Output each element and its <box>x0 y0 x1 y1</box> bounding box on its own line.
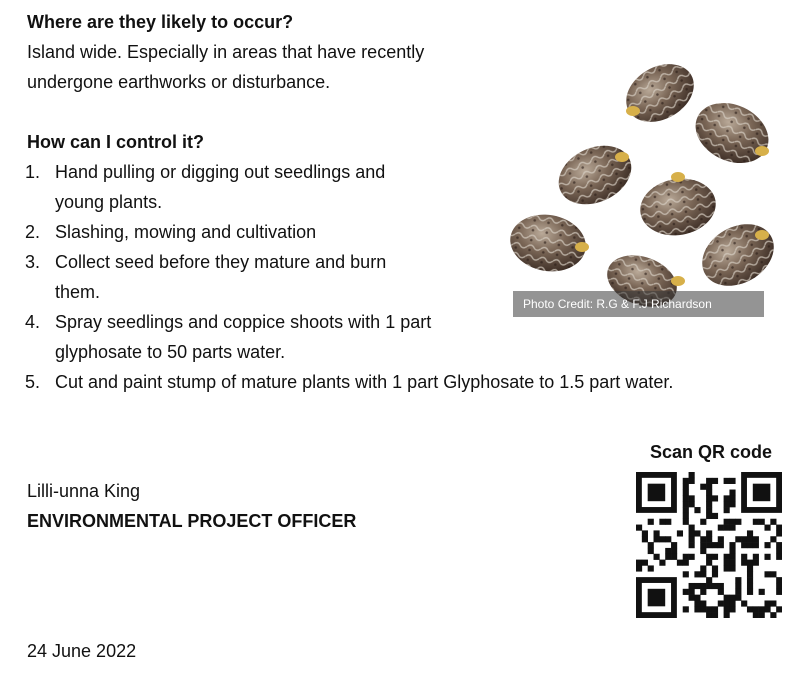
qr-label: Scan QR code <box>649 442 773 462</box>
castor-seeds-image <box>500 45 784 320</box>
list-item-text: glyphosate to 50 parts water. <box>55 342 286 362</box>
list-item-text: young plants. <box>55 192 163 212</box>
seed <box>549 134 641 215</box>
list-item-number: 1. <box>24 162 40 182</box>
seed <box>691 212 784 298</box>
qr-code-icon <box>636 472 782 618</box>
seed <box>686 92 779 175</box>
list-item-number: 4. <box>24 312 40 332</box>
list-item-number: 5. <box>24 372 40 392</box>
seed <box>506 209 591 277</box>
seed <box>636 172 721 241</box>
seed-photo <box>500 45 784 320</box>
list-item <box>0 367 790 397</box>
photo-credit: Photo Credit: R.G & F.J Richardson <box>513 291 764 317</box>
qr-code[interactable] <box>636 472 782 618</box>
author-block <box>27 476 356 536</box>
list-item-text: Slashing, mowing and cultivation <box>55 222 317 242</box>
list-item-number: 2. <box>24 222 40 242</box>
occur-text-line-2: undergone earthworks or disturbance. <box>27 72 331 92</box>
occur-text-line-1: Island wide. Especially in areas that have recently <box>27 42 425 62</box>
list-item-number: 3. <box>24 252 40 272</box>
occur-section <box>27 7 497 97</box>
list-item-text: Cut and paint stump of mature plants with 1 part Glyphosate to 1.5 part water. <box>55 372 674 392</box>
date: 24 June 2022 <box>27 641 137 661</box>
author-name: Lilli-unna King <box>27 481 141 501</box>
list-item-text: Hand pulling or digging out seedlings and <box>55 162 386 182</box>
list-item-text: them. <box>55 282 101 302</box>
seed <box>616 52 704 133</box>
list-item-text: Collect seed before they mature and burn <box>55 252 387 272</box>
author-title: ENVIRONMENTAL PROJECT OFFICER <box>27 511 357 531</box>
control-section <box>27 127 204 157</box>
control-heading: How can I control it? <box>27 132 205 152</box>
occur-heading: Where are they likely to occur? <box>27 12 294 32</box>
list-item-text: Spray seedlings and coppice shoots with 1 part <box>55 312 432 332</box>
